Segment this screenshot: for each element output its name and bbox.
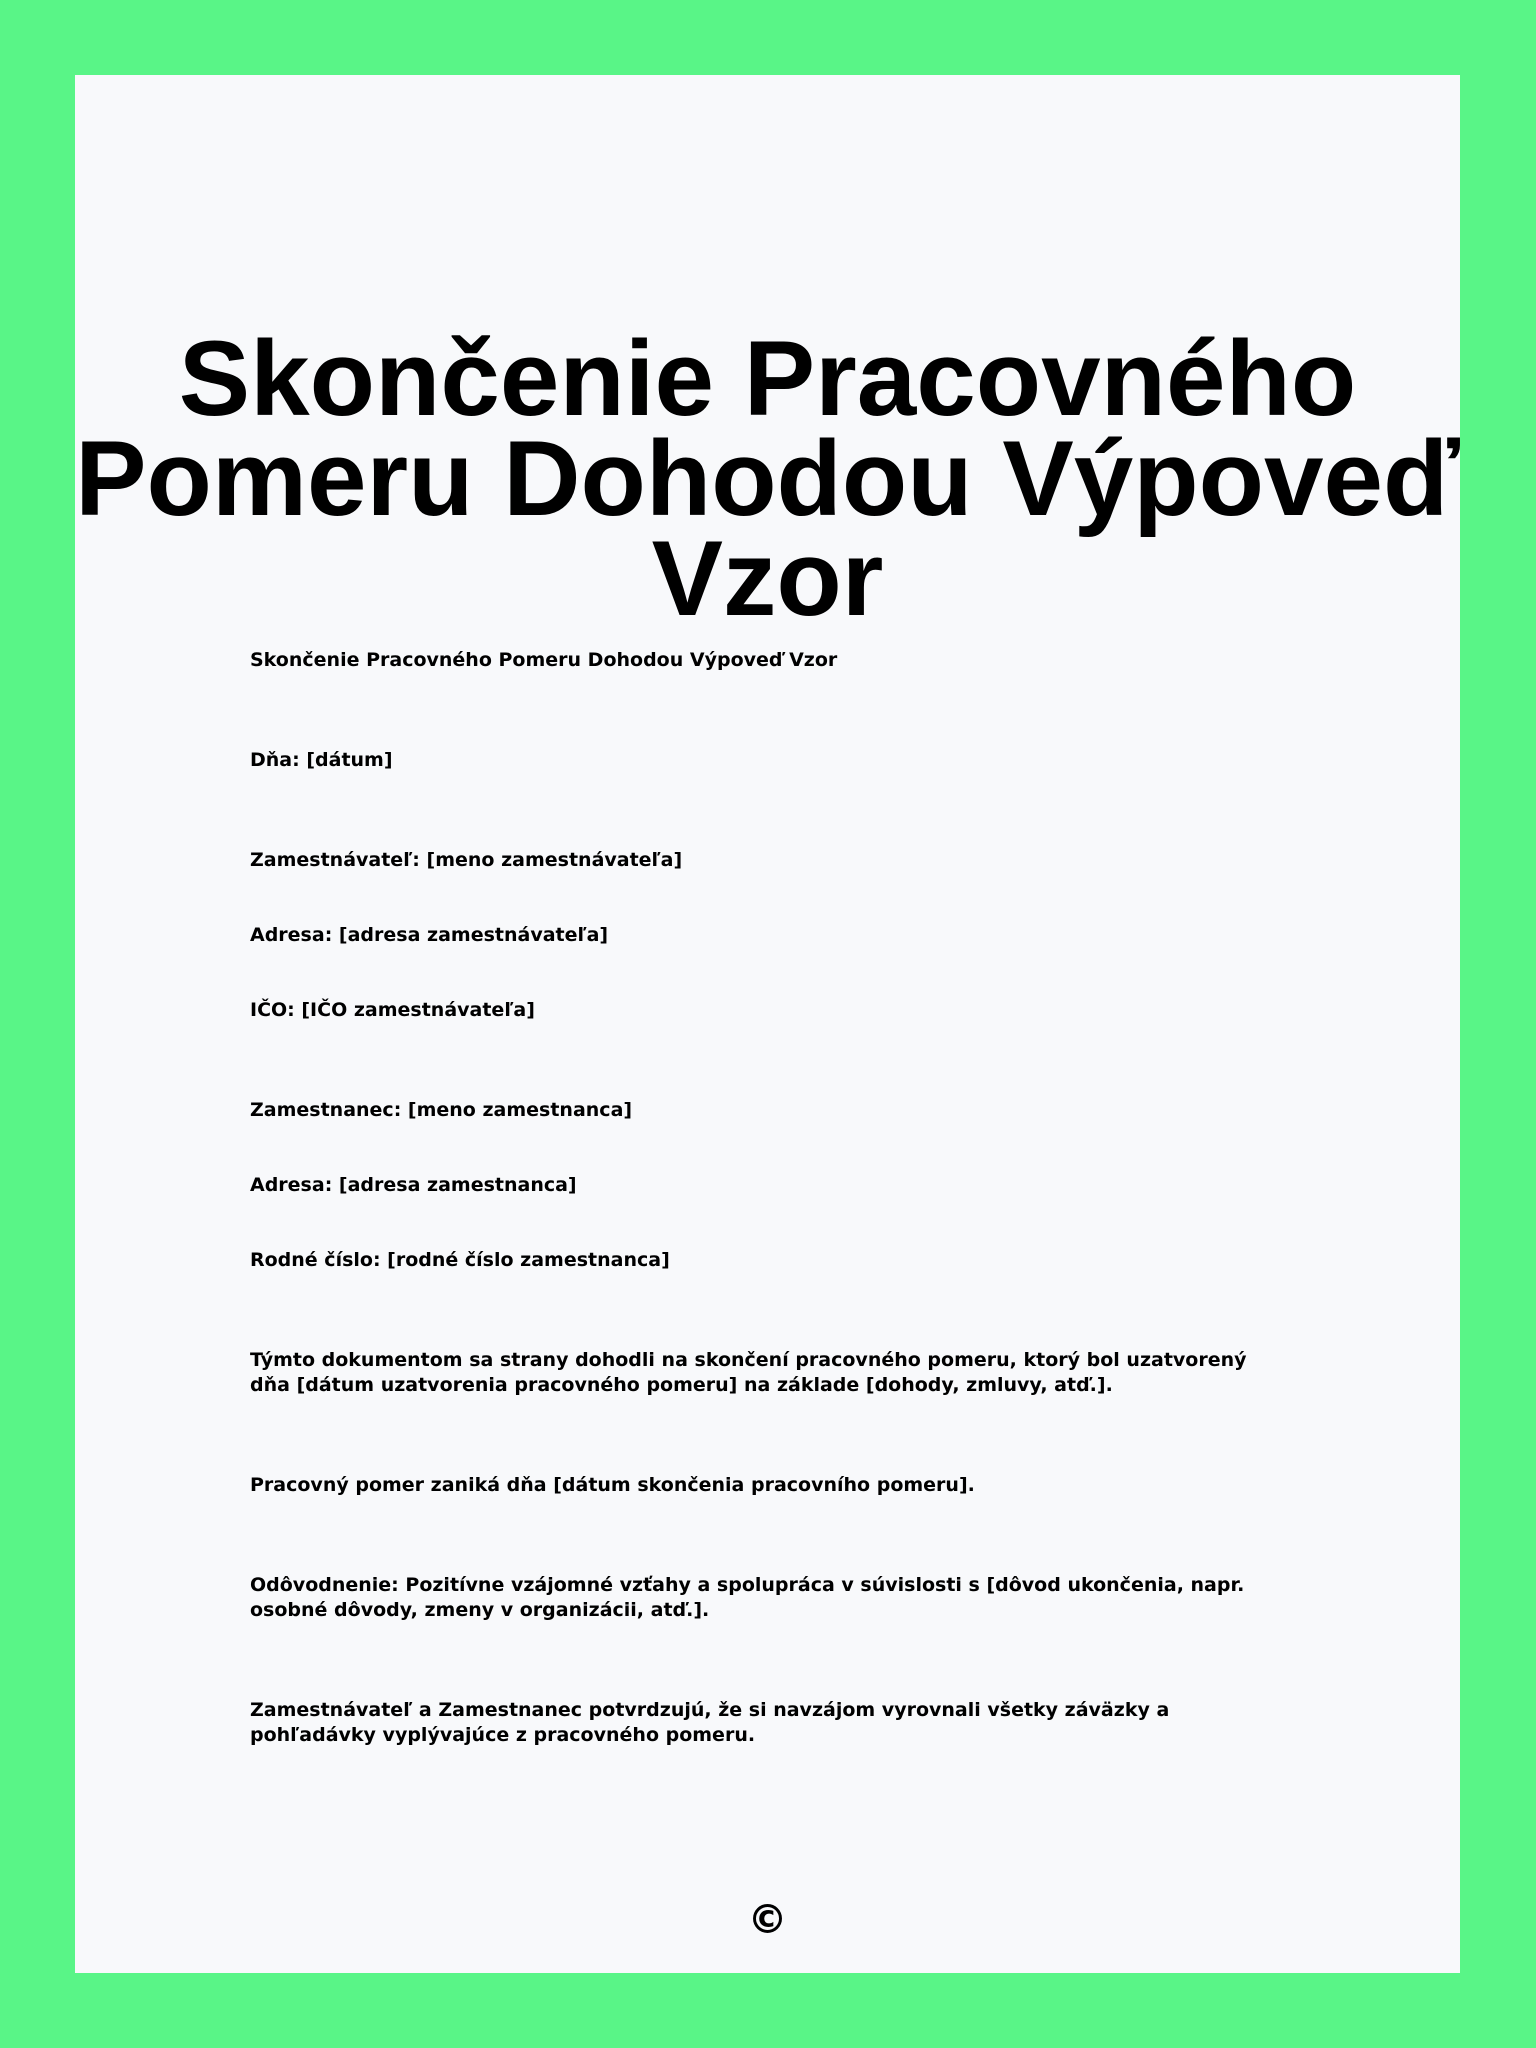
agreement-paragraph: Týmto dokumentom sa strany dohodli na skončení pracovného pomeru, ktorý bol uzatvorený dňa [dátum uzatvorenia pracovného pomeru] na základe [dohody, zmluvy, atď.]. bbox=[250, 1349, 1247, 1396]
document-title: Skončenie Pracovného Pomeru Dohodou Výpoveď Vzor bbox=[75, 318, 1460, 638]
employee-birth-number-line: Rodné číslo: [rodné číslo zamestnanca] bbox=[250, 1249, 670, 1271]
copyright-symbol: © bbox=[747, 1897, 788, 1943]
justification-paragraph: Odôvodnenie: Pozitívne vzájomné vzťahy a spolupráca v súvislosti s [dôvod ukončenia, napr. osobné dôvody, zmeny v organizácii, atď.]. bbox=[250, 1574, 1245, 1621]
termination-date-paragraph: Pracovný pomer zaniká dňa [dátum skončenia pracovního pomeru]. bbox=[250, 1474, 975, 1496]
employee-name-line: Zamestnanec: [meno zamestnanca] bbox=[250, 1099, 633, 1121]
employer-address-line: Adresa: [adresa zamestnávateľa] bbox=[250, 924, 609, 946]
date-line: Dňa: [dátum] bbox=[250, 749, 393, 771]
employer-name-line: Zamestnávateľ: [meno zamestnávateľa] bbox=[250, 849, 683, 871]
settlement-paragraph: Zamestnávateľ a Zamestnanec potvrdzujú, že si navzájom vyrovnali všetky záväzky a pohľadávky vyplývajúce z pracovného pomeru. bbox=[250, 1699, 1170, 1746]
document-heading: Skončenie Pracovného Pomeru Dohodou Výpoveď Vzor bbox=[250, 649, 838, 671]
employee-address-line: Adresa: [adresa zamestnanca] bbox=[250, 1174, 577, 1196]
document-page bbox=[75, 75, 1460, 1973]
employer-ico-line: IČO: [IČO zamestnávateľa] bbox=[250, 999, 535, 1021]
